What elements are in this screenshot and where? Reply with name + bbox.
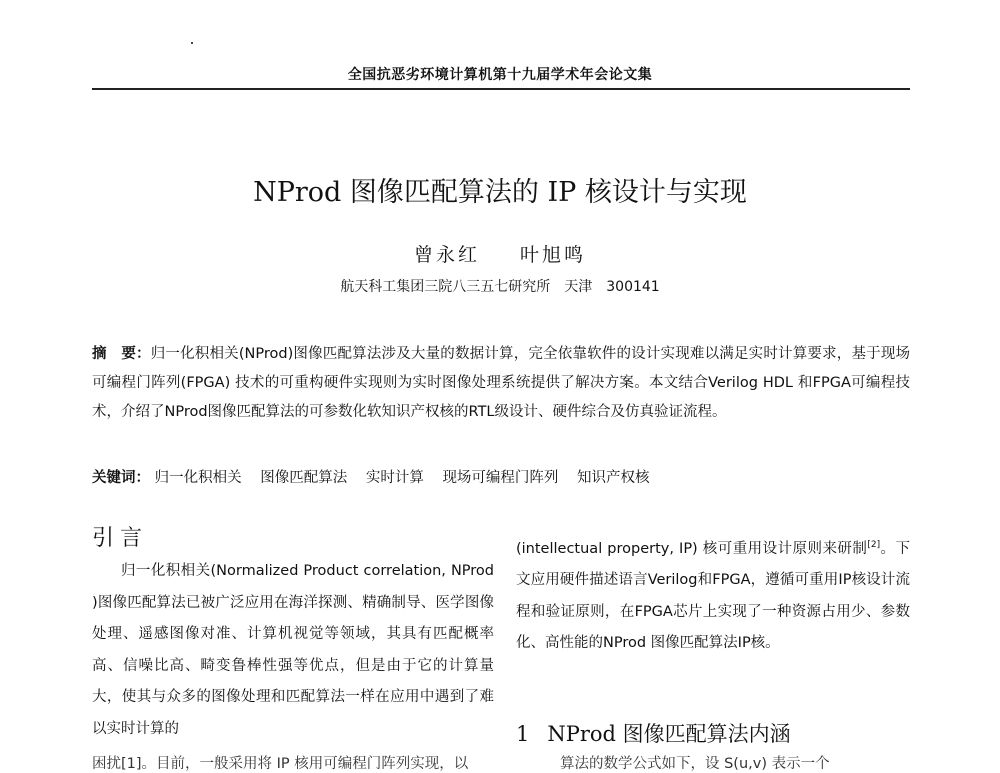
author-2: 叶旭鸣: [520, 244, 587, 266]
keyword: 知识产权核: [577, 470, 650, 486]
author-1: 曾永红: [413, 244, 480, 266]
paper-title: NProd 图像匹配算法的 IP 核设计与实现: [253, 177, 747, 208]
keyword: 现场可编程门阵列: [442, 470, 559, 486]
abstract-text: 归一化积相关(NProd)图像匹配算法涉及大量的数据计算，完全依靠软件的设计实现难以满足实时计算要求，基于现场可编程门阵列(FPGA) 技术的可重构硬件实现则为实时图像处理系统提供了解决方案。本文结合Verilog HDL 和FPGA可编程技术，介绍了NProd图像匹配算法的可参数化软知识产权核的RTL级设计、硬件综合及仿真验证流程。: [92, 346, 910, 420]
section-number: 1: [516, 722, 530, 746]
right-column-paragraph: (intellectual property, IP) 核可重用设计原则来研制[2]。下文应用硬件描述语言Verilog和FPGA，遵循可重用IP核设计流程和验证原则，在FPGA芯片上实现了一种资源占用少、参数化、高性能的NProd 图像匹配算法IP核。: [516, 540, 911, 652]
keyword: 图像匹配算法: [260, 470, 348, 486]
section-1-heading: [516, 718, 791, 748]
citation-ref: [2]: [867, 540, 881, 550]
keyword: 归一化积相关: [154, 470, 242, 486]
abstract-label: 摘 要：: [92, 346, 151, 362]
keywords-label: 关键词：: [92, 470, 150, 486]
cut-off-line-right: 算法的数学公式如下，设 S(u,v) 表示一个: [560, 756, 830, 772]
header-rule: [92, 88, 910, 90]
introduction-heading: 引言: [92, 526, 149, 551]
section-title: NProd 图像匹配算法内涵: [547, 722, 791, 746]
scan-speck: [191, 42, 193, 44]
introduction-paragraph: 归一化积相关(Normalized Product correlation, NProd )图像匹配算法已被广泛应用在海洋探测、精确制导、医学图像处理、遥感图像对准、计算机视觉等领域，其具有匹配概率高、信噪比高、畸变鲁棒性强等优点，但是由于它的计算量大，使其与众多的图像处理和匹配算法一样在应用中遇到了难以实时计算的: [92, 563, 494, 737]
abstract: [92, 340, 910, 427]
cut-off-line-left: 困扰[1]。目前，一般采用将 IP 核用可编程门阵列实现，以: [92, 756, 469, 772]
affiliation: 航天科工集团三院八三五七研究所 天津 300141: [340, 279, 660, 295]
authors: [0, 240, 1000, 267]
running-header: 全国抗恶劣环境计算机第十九届学术年会论文集: [347, 67, 653, 83]
introduction-section: [92, 524, 494, 745]
keyword: 实时计算: [365, 470, 424, 486]
keywords: [92, 466, 910, 487]
